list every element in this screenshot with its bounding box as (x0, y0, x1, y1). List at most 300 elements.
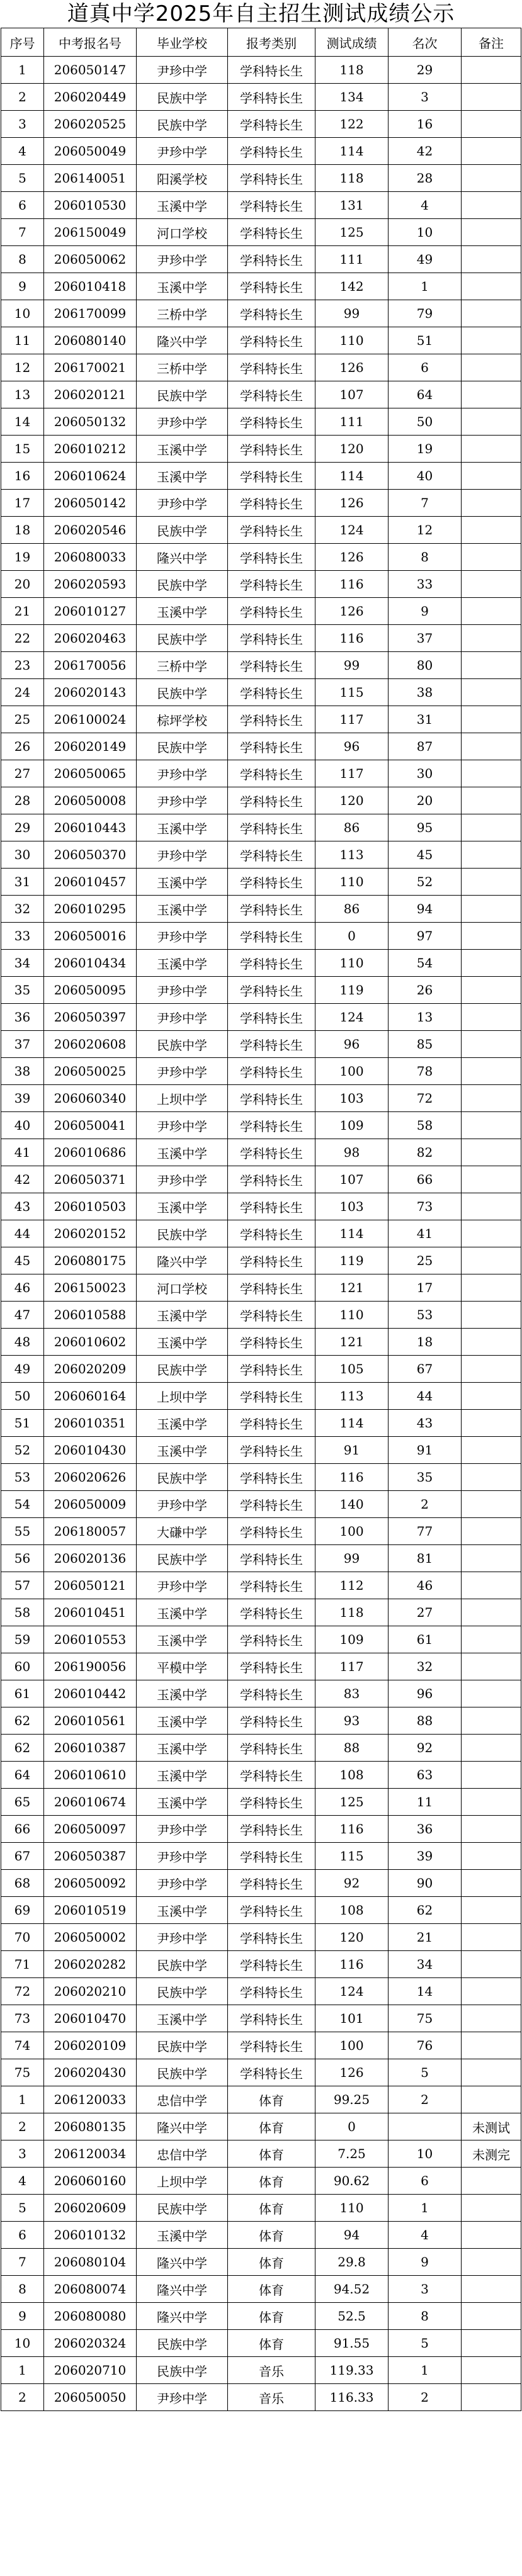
table-row (1, 1274, 521, 1302)
cell-score: 126 (315, 354, 389, 381)
cell-remark (462, 1978, 521, 2005)
cell-school: 尹珍中学 (137, 1166, 228, 1193)
cell-category: 学科特长生 (228, 219, 315, 246)
cell-score: 96 (315, 733, 389, 760)
cell-category: 学科特长生 (228, 1302, 315, 1329)
cell-remark (462, 1166, 521, 1193)
cell-category: 学科特长生 (228, 679, 315, 706)
table-row (1, 165, 521, 192)
cell-score: 91 (315, 1437, 389, 1464)
cell-index: 5 (1, 2195, 44, 2222)
cell-rank: 2 (389, 2086, 462, 2113)
cell-category: 学科特长生 (228, 1572, 315, 1599)
cell-remark (462, 787, 521, 814)
cell-rank: 40 (389, 463, 462, 490)
cell-exam-id: 206010674 (44, 1789, 137, 1816)
cell-score: 86 (315, 814, 389, 841)
header-category: 报考类别 (228, 28, 315, 57)
cell-remark (462, 923, 521, 950)
cell-school: 民族中学 (137, 1545, 228, 1572)
cell-index: 4 (1, 2168, 44, 2195)
cell-category: 学科特长生 (228, 138, 315, 165)
cell-score: 121 (315, 1329, 389, 1356)
cell-rank: 9 (389, 2249, 462, 2276)
cell-score: 119 (315, 977, 389, 1004)
cell-school: 玉溪中学 (137, 1599, 228, 1626)
cell-score: 7.25 (315, 2140, 389, 2168)
cell-rank: 4 (389, 192, 462, 219)
table-row (1, 1166, 521, 1193)
cell-rank: 39 (389, 1843, 462, 1870)
cell-index: 67 (1, 1843, 44, 1870)
cell-score: 109 (315, 1112, 389, 1139)
cell-score: 116 (315, 571, 389, 598)
cell-index: 42 (1, 1166, 44, 1193)
cell-rank: 31 (389, 706, 462, 733)
cell-remark (462, 706, 521, 733)
cell-rank: 52 (389, 869, 462, 896)
cell-index: 9 (1, 273, 44, 300)
cell-category: 学科特长生 (228, 1599, 315, 1626)
cell-index: 37 (1, 1031, 44, 1058)
table-row (1, 1139, 521, 1166)
cell-remark (462, 760, 521, 787)
cell-school: 玉溪中学 (137, 1437, 228, 1464)
cell-category: 学科特长生 (228, 327, 315, 354)
cell-score: 108 (315, 1762, 389, 1789)
cell-category: 音乐 (228, 2384, 315, 2411)
cell-school: 民族中学 (137, 2195, 228, 2222)
cell-index: 15 (1, 436, 44, 463)
cell-school: 民族中学 (137, 84, 228, 111)
cell-rank: 27 (389, 1599, 462, 1626)
cell-school: 尹珍中学 (137, 1058, 228, 1085)
cell-remark (462, 1870, 521, 1897)
cell-score: 115 (315, 1843, 389, 1870)
cell-remark (462, 977, 521, 1004)
table-row (1, 950, 521, 977)
cell-remark (462, 598, 521, 625)
cell-exam-id: 206010132 (44, 2222, 137, 2249)
cell-rank: 1 (389, 2195, 462, 2222)
table-row (1, 1518, 521, 1545)
cell-school: 尹珍中学 (137, 841, 228, 869)
cell-remark (462, 490, 521, 517)
cell-score: 120 (315, 1924, 389, 1951)
table-row (1, 733, 521, 760)
table-row (1, 2303, 521, 2330)
cell-index: 27 (1, 760, 44, 787)
cell-rank: 78 (389, 1058, 462, 1085)
cell-index: 64 (1, 1762, 44, 1789)
cell-remark (462, 2168, 521, 2195)
cell-exam-id: 206050009 (44, 1491, 137, 1518)
cell-remark (462, 1437, 521, 1464)
cell-score: 110 (315, 950, 389, 977)
table-row (1, 1735, 521, 1762)
cell-rank: 62 (389, 1897, 462, 1924)
table-row (1, 1572, 521, 1599)
table-row (1, 1329, 521, 1356)
cell-index: 7 (1, 219, 44, 246)
cell-rank: 75 (389, 2005, 462, 2032)
cell-score: 86 (315, 896, 389, 923)
cell-rank: 5 (389, 2059, 462, 2086)
cell-remark (462, 1058, 521, 1085)
cell-school: 玉溪中学 (137, 896, 228, 923)
cell-category: 学科特长生 (228, 1166, 315, 1193)
cell-category: 体育 (228, 2330, 315, 2357)
cell-school: 民族中学 (137, 1356, 228, 1383)
cell-rank: 11 (389, 1789, 462, 1816)
cell-exam-id: 206050008 (44, 787, 137, 814)
table-row (1, 923, 521, 950)
cell-score: 114 (315, 138, 389, 165)
cell-rank: 13 (389, 1004, 462, 1031)
cell-index: 9 (1, 2303, 44, 2330)
cell-index: 61 (1, 1680, 44, 1707)
cell-remark (462, 2222, 521, 2249)
cell-index: 62 (1, 1735, 44, 1762)
cell-index: 13 (1, 381, 44, 408)
cell-remark (462, 354, 521, 381)
cell-index: 54 (1, 1491, 44, 1518)
cell-exam-id: 206010127 (44, 598, 137, 625)
cell-school: 玉溪中学 (137, 1735, 228, 1762)
cell-index: 39 (1, 1085, 44, 1112)
cell-exam-id: 206010351 (44, 1410, 137, 1437)
cell-index: 47 (1, 1302, 44, 1329)
cell-category: 学科特长生 (228, 1653, 315, 1680)
cell-remark (462, 1789, 521, 1816)
cell-category: 学科特长生 (228, 977, 315, 1004)
cell-score: 118 (315, 1599, 389, 1626)
cell-category: 学科特长生 (228, 1762, 315, 1789)
cell-rank: 80 (389, 652, 462, 679)
table-row (1, 57, 521, 84)
cell-remark: 未测完 (462, 2140, 521, 2168)
cell-rank: 4 (389, 2222, 462, 2249)
cell-score: 119.33 (315, 2357, 389, 2384)
table-body (1, 57, 521, 2411)
table-row (1, 1545, 521, 1572)
cell-rank: 18 (389, 1329, 462, 1356)
cell-school: 玉溪中学 (137, 814, 228, 841)
cell-exam-id: 206020430 (44, 2059, 137, 2086)
header-index: 序号 (1, 28, 44, 57)
cell-rank: 97 (389, 923, 462, 950)
cell-index: 43 (1, 1193, 44, 1220)
cell-school: 尹珍中学 (137, 787, 228, 814)
table-row (1, 1870, 521, 1897)
table-row (1, 2249, 521, 2276)
cell-rank: 43 (389, 1410, 462, 1437)
cell-score: 105 (315, 1356, 389, 1383)
table-row (1, 2086, 521, 2113)
cell-remark (462, 950, 521, 977)
cell-score: 107 (315, 1166, 389, 1193)
cell-score: 117 (315, 760, 389, 787)
cell-index: 10 (1, 300, 44, 327)
cell-score: 110 (315, 2195, 389, 2222)
cell-index: 19 (1, 544, 44, 571)
cell-category: 学科特长生 (228, 1680, 315, 1707)
table-row (1, 1356, 521, 1383)
cell-score: 93 (315, 1707, 389, 1735)
cell-remark (462, 192, 521, 219)
cell-score: 94.52 (315, 2276, 389, 2303)
cell-category: 学科特长生 (228, 896, 315, 923)
cell-index: 71 (1, 1951, 44, 1978)
cell-rank: 5 (389, 2330, 462, 2357)
cell-index: 7 (1, 2249, 44, 2276)
header-rank: 名次 (389, 28, 462, 57)
cell-score: 0 (315, 2113, 389, 2140)
cell-school: 尹珍中学 (137, 1112, 228, 1139)
cell-rank: 42 (389, 138, 462, 165)
cell-school: 民族中学 (137, 733, 228, 760)
table-row (1, 814, 521, 841)
cell-rank: 21 (389, 1924, 462, 1951)
cell-index: 73 (1, 2005, 44, 2032)
cell-exam-id: 206170099 (44, 300, 137, 327)
cell-exam-id: 206050387 (44, 1843, 137, 1870)
cell-index: 29 (1, 814, 44, 841)
cell-category: 学科特长生 (228, 571, 315, 598)
cell-remark (462, 571, 521, 598)
cell-rank: 10 (389, 2140, 462, 2168)
table-row (1, 1247, 521, 1274)
cell-exam-id: 206010530 (44, 192, 137, 219)
cell-remark (462, 1491, 521, 1518)
cell-category: 学科特长生 (228, 598, 315, 625)
cell-exam-id: 206140051 (44, 165, 137, 192)
table-row (1, 300, 521, 327)
cell-score: 99 (315, 1545, 389, 1572)
cell-school: 玉溪中学 (137, 463, 228, 490)
cell-school: 民族中学 (137, 1031, 228, 1058)
cell-exam-id: 206020152 (44, 1220, 137, 1247)
cell-score: 119 (315, 1247, 389, 1274)
cell-rank: 32 (389, 1653, 462, 1680)
cell-category: 学科特长生 (228, 273, 315, 300)
cell-index: 36 (1, 1004, 44, 1031)
cell-school: 玉溪中学 (137, 1680, 228, 1707)
cell-category: 学科特长生 (228, 1626, 315, 1653)
cell-remark (462, 57, 521, 84)
cell-category: 学科特长生 (228, 733, 315, 760)
cell-score: 113 (315, 841, 389, 869)
cell-score: 140 (315, 1491, 389, 1518)
cell-score: 83 (315, 1680, 389, 1707)
cell-score: 0 (315, 923, 389, 950)
cell-exam-id: 206050041 (44, 1112, 137, 1139)
cell-school: 玉溪中学 (137, 598, 228, 625)
table-row (1, 2330, 521, 2357)
cell-school: 尹珍中学 (137, 1491, 228, 1518)
cell-remark (462, 1464, 521, 1491)
cell-score: 109 (315, 1626, 389, 1653)
cell-category: 体育 (228, 2249, 315, 2276)
cell-category: 学科特长生 (228, 1112, 315, 1139)
cell-rank: 85 (389, 1031, 462, 1058)
cell-remark (462, 1735, 521, 1762)
cell-exam-id: 206020143 (44, 679, 137, 706)
cell-category: 学科特长生 (228, 1031, 315, 1058)
cell-score: 96 (315, 1031, 389, 1058)
cell-exam-id: 206050049 (44, 138, 137, 165)
cell-exam-id: 206050002 (44, 1924, 137, 1951)
cell-score: 116 (315, 1816, 389, 1843)
cell-score: 124 (315, 517, 389, 544)
cell-exam-id: 206050050 (44, 2384, 137, 2411)
cell-school: 尹珍中学 (137, 1870, 228, 1897)
cell-score: 124 (315, 1978, 389, 2005)
table-row (1, 787, 521, 814)
cell-exam-id: 206020626 (44, 1464, 137, 1491)
cell-remark (462, 1518, 521, 1545)
cell-score: 99 (315, 300, 389, 327)
cell-exam-id: 206020546 (44, 517, 137, 544)
table-row (1, 1464, 521, 1491)
cell-index: 62 (1, 1707, 44, 1735)
cell-school: 上坝中学 (137, 1085, 228, 1112)
cell-remark (462, 814, 521, 841)
cell-remark (462, 841, 521, 869)
cell-score: 100 (315, 2032, 389, 2059)
cell-index: 40 (1, 1112, 44, 1139)
cell-category: 体育 (228, 2140, 315, 2168)
cell-school: 尹珍中学 (137, 923, 228, 950)
cell-index: 23 (1, 652, 44, 679)
cell-score: 116 (315, 1951, 389, 1978)
cell-school: 尹珍中学 (137, 1843, 228, 1870)
cell-school: 玉溪中学 (137, 436, 228, 463)
cell-school: 民族中学 (137, 111, 228, 138)
cell-score: 115 (315, 679, 389, 706)
cell-rank: 19 (389, 436, 462, 463)
cell-exam-id: 206020463 (44, 625, 137, 652)
cell-index: 59 (1, 1626, 44, 1653)
cell-school: 三桥中学 (137, 652, 228, 679)
cell-remark (462, 111, 521, 138)
table-row (1, 2357, 521, 2384)
cell-exam-id: 206010443 (44, 814, 137, 841)
cell-category: 学科特长生 (228, 1735, 315, 1762)
table-row (1, 381, 521, 408)
cell-category: 学科特长生 (228, 436, 315, 463)
cell-category: 学科特长生 (228, 1383, 315, 1410)
cell-score: 116 (315, 1464, 389, 1491)
cell-index: 51 (1, 1410, 44, 1437)
table-row (1, 706, 521, 733)
cell-category: 体育 (228, 2303, 315, 2330)
cell-remark (462, 381, 521, 408)
cell-category: 学科特长生 (228, 923, 315, 950)
cell-index: 69 (1, 1897, 44, 1924)
cell-index: 75 (1, 2059, 44, 2086)
cell-score: 114 (315, 1220, 389, 1247)
table-row (1, 1626, 521, 1653)
cell-index: 18 (1, 517, 44, 544)
cell-remark (462, 1112, 521, 1139)
table-row (1, 1653, 521, 1680)
header-remark: 备注 (462, 28, 521, 57)
cell-exam-id: 206180057 (44, 1518, 137, 1545)
cell-rank: 2 (389, 1491, 462, 1518)
table-row (1, 2113, 521, 2140)
cell-school: 民族中学 (137, 2032, 228, 2059)
cell-school: 玉溪中学 (137, 2005, 228, 2032)
cell-score: 91.55 (315, 2330, 389, 2357)
cell-category: 学科特长生 (228, 625, 315, 652)
cell-category: 学科特长生 (228, 950, 315, 977)
cell-exam-id: 206010553 (44, 1626, 137, 1653)
cell-exam-id: 206080135 (44, 2113, 137, 2140)
cell-category: 学科特长生 (228, 1356, 315, 1383)
cell-category: 学科特长生 (228, 652, 315, 679)
cell-remark (462, 1599, 521, 1626)
table-row (1, 1383, 521, 1410)
cell-category: 学科特长生 (228, 165, 315, 192)
cell-school: 玉溪中学 (137, 192, 228, 219)
cell-index: 8 (1, 246, 44, 273)
cell-exam-id: 206150049 (44, 219, 137, 246)
cell-exam-id: 206010503 (44, 1193, 137, 1220)
cell-index: 11 (1, 327, 44, 354)
cell-remark (462, 1653, 521, 1680)
cell-index: 16 (1, 463, 44, 490)
cell-index: 57 (1, 1572, 44, 1599)
cell-exam-id: 206010561 (44, 1707, 137, 1735)
cell-score: 52.5 (315, 2303, 389, 2330)
cell-remark (462, 1572, 521, 1599)
cell-school: 玉溪中学 (137, 1329, 228, 1356)
cell-exam-id: 206020525 (44, 111, 137, 138)
cell-index: 5 (1, 165, 44, 192)
cell-category: 体育 (228, 2222, 315, 2249)
cell-category: 学科特长生 (228, 1220, 315, 1247)
cell-rank: 77 (389, 1518, 462, 1545)
cell-category: 体育 (228, 2113, 315, 2140)
cell-rank: 66 (389, 1166, 462, 1193)
cell-remark (462, 273, 521, 300)
table-row (1, 1680, 521, 1707)
cell-score: 126 (315, 544, 389, 571)
table-row (1, 2059, 521, 2086)
cell-remark (462, 1302, 521, 1329)
cell-score: 117 (315, 706, 389, 733)
cell-exam-id: 206050095 (44, 977, 137, 1004)
cell-remark (462, 84, 521, 111)
cell-score: 101 (315, 2005, 389, 2032)
cell-index: 30 (1, 841, 44, 869)
cell-score: 90.62 (315, 2168, 389, 2195)
table-row (1, 1491, 521, 1518)
cell-rank: 17 (389, 1274, 462, 1302)
cell-rank: 50 (389, 408, 462, 436)
cell-exam-id: 206010457 (44, 869, 137, 896)
cell-category: 学科特长生 (228, 1843, 315, 1870)
cell-remark (462, 1139, 521, 1166)
cell-school: 民族中学 (137, 679, 228, 706)
cell-category: 学科特长生 (228, 354, 315, 381)
cell-exam-id: 206010434 (44, 950, 137, 977)
cell-rank: 6 (389, 2168, 462, 2195)
cell-remark (462, 2005, 521, 2032)
cell-rank: 37 (389, 625, 462, 652)
cell-score: 116 (315, 625, 389, 652)
